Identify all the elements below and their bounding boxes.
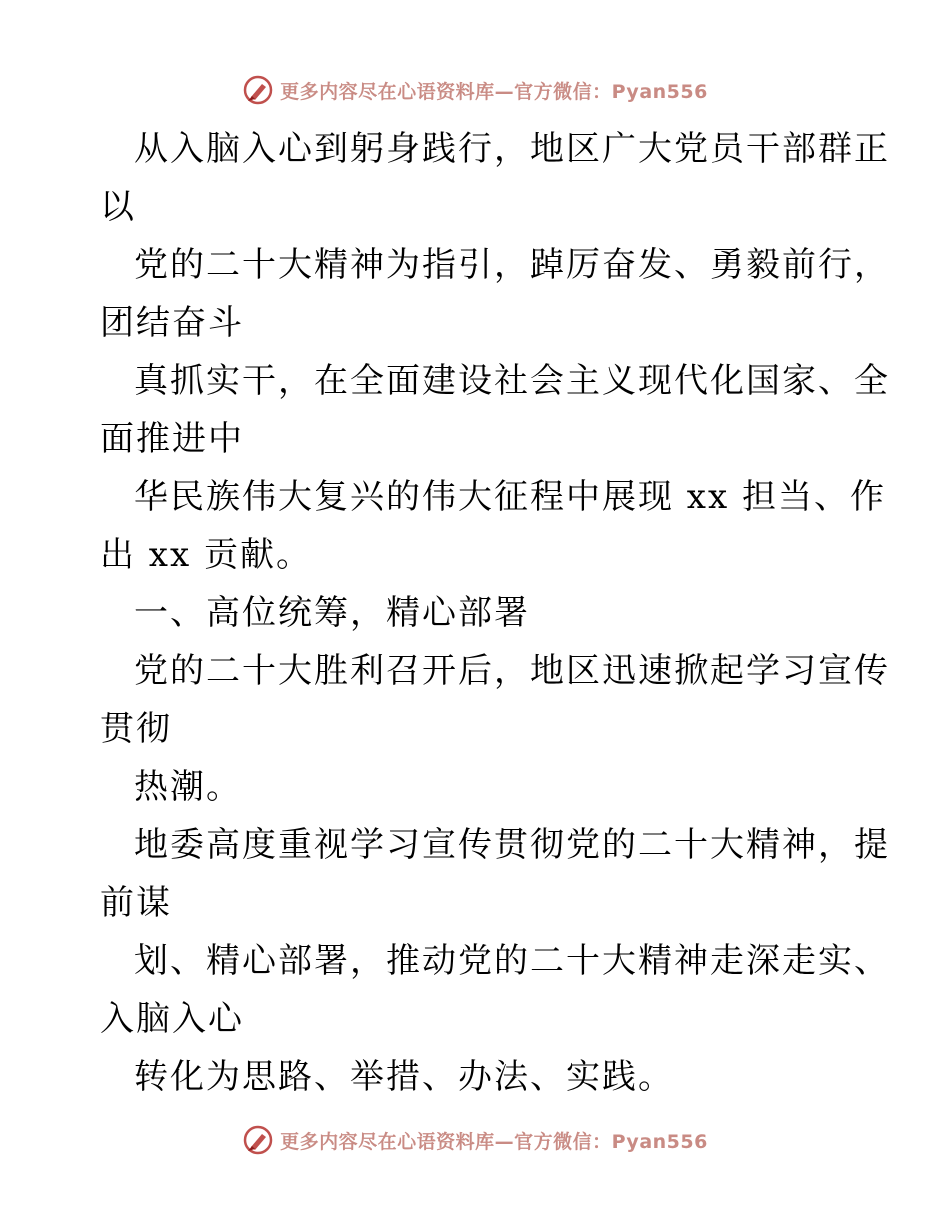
watermark-footer [0,1120,950,1160]
document-body [100,120,890,1106]
paragraph-line: 从入脑入心到躬身践行，地区广大党员干部群正 [134,129,890,169]
paragraph-line: 华民族伟大复兴的伟大征程中展现 xx 担当、作 [134,477,886,517]
paragraph-line: 前谋 [100,883,172,923]
watermark-text: 更多内容尽在心语资料库—官方微信：Pyan556 [280,80,708,103]
paragraph-line: 入脑入心 [100,999,244,1039]
paragraph-line: 党的二十大胜利召开后，地区迅速掀起学习宣传 [134,651,890,691]
paragraph-line: 真抓实干，在全面建设社会主义现代化国家、全 [134,361,890,401]
paragraph-line: 出 xx 贡献。 [100,535,312,575]
paragraph-line: 划、精心部署，推动党的二十大精神走深走实、 [134,941,890,981]
watermark-text: 更多内容尽在心语资料库—官方微信：Pyan556 [280,1130,708,1153]
pen-logo-icon [242,1124,274,1156]
paragraph-line: 面推进中 [100,419,244,459]
pen-logo-icon [242,74,274,106]
paragraph-line: 以 [100,187,136,227]
paragraph-line: 热潮。 [134,767,242,807]
paragraph-line: 贯彻 [100,709,172,749]
paragraph-line: 团结奋斗 [100,303,244,343]
watermark-header [0,70,950,110]
paragraph-line: 地委高度重视学习宣传贯彻党的二十大精神，提 [134,825,890,865]
section-heading: 一、高位统筹，精心部署 [134,593,530,633]
paragraph-line: 党的二十大精神为指引，踔厉奋发、勇毅前行， [134,245,890,285]
paragraph-line: 转化为思路、举措、办法、实践。 [134,1057,674,1097]
